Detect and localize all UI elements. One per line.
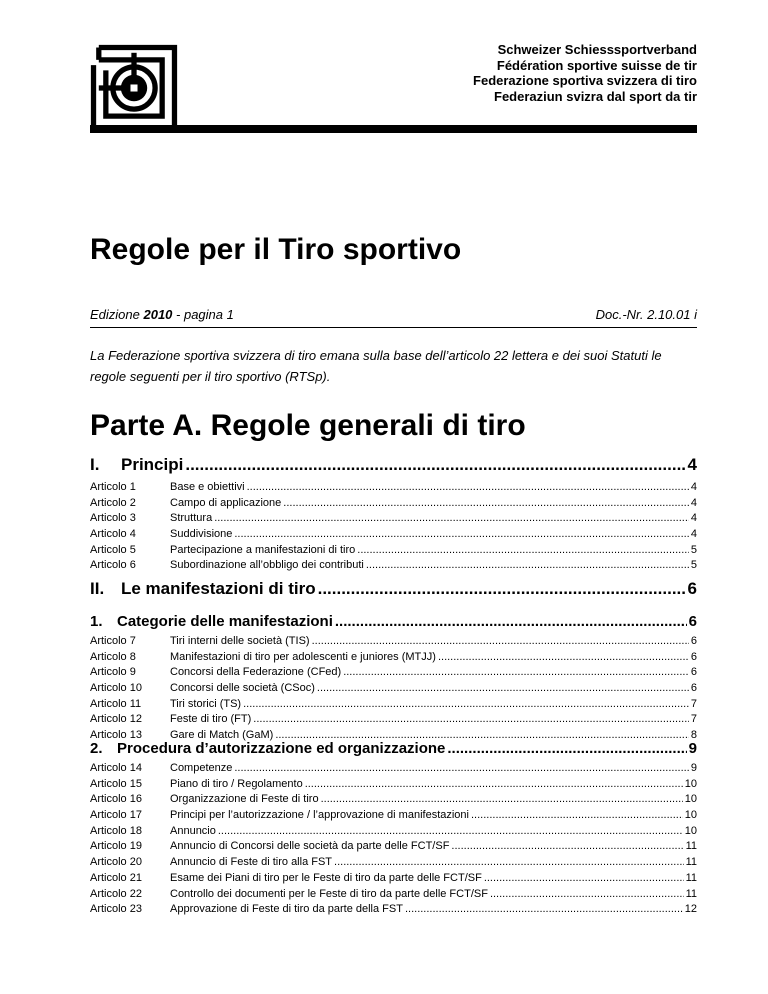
leader-dots bbox=[335, 613, 687, 630]
toc-entry-article: Articolo 14 bbox=[90, 762, 142, 774]
org-name-rm: Federaziun svizra dal sport da tir bbox=[494, 88, 697, 104]
toc-entry[interactable] bbox=[90, 902, 697, 918]
toc-heading-1[interactable] bbox=[90, 455, 697, 475]
toc-entry-page: 4 bbox=[690, 496, 697, 509]
toc-subheading-num: 1. bbox=[90, 613, 103, 630]
toc-subheading-page: 6 bbox=[688, 613, 697, 630]
toc-entry-article: Articolo 11 bbox=[90, 697, 142, 710]
leader-dots bbox=[438, 650, 689, 666]
header-rule bbox=[90, 125, 697, 133]
toc-entry-article: Articolo 6 bbox=[90, 559, 136, 572]
org-name-de: Schweizer Schiesssportverband bbox=[497, 42, 697, 57]
toc-entry-title: Tiri interni delle società (TIS) bbox=[170, 635, 310, 647]
toc-subheading-title: Categorie delle manifestazioni bbox=[117, 613, 333, 630]
toc-entry-page: 9 bbox=[690, 762, 697, 774]
toc-entry-article: Articolo 19 bbox=[90, 840, 142, 853]
toc-entry-article: Articolo 13 bbox=[90, 729, 142, 742]
toc-section-1 bbox=[90, 455, 697, 574]
toc-heading-2[interactable] bbox=[90, 579, 697, 599]
toc-list-1 bbox=[90, 480, 697, 574]
toc-entry-title: Campo di applicazione bbox=[170, 496, 282, 509]
toc-entry-title: Subordinazione all’obbligo dei contributi bbox=[170, 559, 364, 572]
toc-entry-page: 10 bbox=[684, 793, 697, 806]
toc-entry-article: Articolo 2 bbox=[90, 496, 136, 509]
toc-entry-title: Principi per l’autorizzazione / l’approvazione di manifestazioni bbox=[170, 809, 469, 822]
toc-entry-page: 10 bbox=[684, 777, 697, 790]
toc-entry[interactable] bbox=[90, 712, 697, 728]
toc-entry-article: Articolo 18 bbox=[90, 824, 142, 837]
leader-dots bbox=[185, 455, 685, 475]
toc-entry[interactable] bbox=[90, 634, 697, 650]
toc-subheading-page: 9 bbox=[688, 740, 697, 757]
toc-entry[interactable] bbox=[90, 527, 697, 543]
toc-entry-title: Controllo dei documenti per le Feste di tiro da parte delle FCT/SF bbox=[170, 887, 488, 900]
toc-entry-page: 7 bbox=[690, 713, 697, 726]
leader-dots bbox=[253, 712, 689, 728]
toc-entry[interactable] bbox=[90, 839, 697, 855]
toc-entry-article: Articolo 23 bbox=[90, 903, 142, 916]
toc-heading-title: Le manifestazioni di tiro bbox=[121, 579, 316, 598]
leader-dots bbox=[334, 855, 684, 871]
toc-entry[interactable] bbox=[90, 665, 697, 681]
toc-subheading-num: 2. bbox=[90, 740, 103, 757]
toc-entry-page: 4 bbox=[690, 512, 697, 525]
leader-dots bbox=[318, 579, 686, 599]
leader-dots bbox=[447, 740, 686, 757]
toc-entry[interactable] bbox=[90, 496, 697, 512]
toc-entry-title: Suddivisione bbox=[170, 528, 233, 541]
toc-entry-article: Articolo 16 bbox=[90, 793, 142, 806]
toc-list-sub1 bbox=[90, 634, 697, 744]
toc-subsection-2 bbox=[90, 740, 697, 918]
leader-dots bbox=[343, 665, 689, 681]
leader-dots bbox=[471, 808, 683, 824]
toc-entry-article: Articolo 12 bbox=[90, 713, 142, 726]
toc-entry[interactable] bbox=[90, 761, 697, 777]
toc-entry-title: Concorsi della Federazione (CFed) bbox=[170, 666, 342, 679]
toc-entry-page: 4 bbox=[690, 481, 697, 493]
toc-subsection-1 bbox=[90, 613, 697, 744]
toc-entry-title: Annuncio bbox=[170, 824, 216, 837]
federation-logo bbox=[90, 44, 178, 132]
toc-entry[interactable] bbox=[90, 558, 697, 574]
toc-entry-page: 11 bbox=[685, 871, 697, 884]
toc-entry-page: 4 bbox=[690, 528, 697, 541]
toc-entry[interactable] bbox=[90, 792, 697, 808]
toc-entry-page: 10 bbox=[684, 824, 697, 837]
toc-entry-title: Base e obiettivi bbox=[170, 481, 245, 493]
toc-entry-page: 11 bbox=[685, 856, 697, 869]
leader-dots bbox=[243, 697, 689, 713]
toc-entry[interactable] bbox=[90, 650, 697, 666]
edition-rule bbox=[90, 327, 697, 328]
org-name-fr: Fédération sportive suisse de tir bbox=[496, 57, 697, 73]
edition-suffix: - pagina 1 bbox=[172, 307, 234, 322]
toc-entry-title: Annuncio di Feste di tiro alla FST bbox=[170, 856, 333, 869]
org-name-it: Federazione sportiva svizzera di tiro bbox=[473, 73, 697, 88]
leader-dots bbox=[357, 543, 689, 559]
toc-entry-article: Articolo 8 bbox=[90, 650, 136, 663]
organization-names bbox=[473, 42, 697, 104]
toc-entry-page: 11 bbox=[685, 887, 697, 900]
leader-dots bbox=[214, 511, 689, 527]
toc-entry-article: Articolo 1 bbox=[90, 481, 136, 493]
toc-heading-title: Principi bbox=[121, 455, 184, 474]
toc-entry[interactable] bbox=[90, 777, 697, 793]
toc-entry-title: Struttura bbox=[170, 512, 213, 525]
leader-dots bbox=[312, 634, 689, 650]
toc-entry-page: 7 bbox=[690, 697, 697, 710]
document-title: Regole per il Tiro sportivo bbox=[90, 233, 462, 266]
toc-section-2 bbox=[90, 579, 697, 599]
leader-dots bbox=[451, 839, 683, 855]
toc-heading-num: I. bbox=[90, 455, 100, 474]
leader-dots bbox=[321, 792, 683, 808]
toc-entry-title: Approvazione di Feste di tiro da parte della FST bbox=[170, 903, 403, 916]
toc-entry-article: Articolo 15 bbox=[90, 777, 142, 790]
toc-entry-title: Competenze bbox=[170, 762, 233, 774]
toc-entry-article: Articolo 10 bbox=[90, 682, 142, 695]
toc-entry-page: 10 bbox=[684, 809, 697, 822]
toc-entry[interactable] bbox=[90, 697, 697, 713]
leader-dots bbox=[317, 681, 689, 697]
leader-dots bbox=[283, 496, 689, 512]
toc-entry-title: Feste di tiro (FT) bbox=[170, 713, 252, 726]
toc-entry-page: 6 bbox=[690, 650, 697, 663]
toc-entry-page: 5 bbox=[690, 559, 697, 572]
toc-entry[interactable] bbox=[90, 543, 697, 559]
toc-entry[interactable] bbox=[90, 871, 697, 887]
toc-heading-page: 4 bbox=[687, 455, 697, 474]
toc-subheading-1[interactable] bbox=[90, 613, 697, 630]
toc-subheading-2[interactable] bbox=[90, 740, 697, 757]
toc-entry[interactable] bbox=[90, 855, 697, 871]
toc-entry-page: 6 bbox=[690, 682, 697, 695]
toc-entry-title: Organizzazione di Feste di tiro bbox=[170, 793, 319, 806]
toc-heading-num: II. bbox=[90, 579, 105, 598]
edition-info bbox=[90, 307, 234, 322]
toc-entry-title: Annuncio di Concorsi delle società da parte delle FCT/SF bbox=[170, 840, 450, 853]
toc-entry-page: 6 bbox=[690, 666, 697, 679]
toc-entry-article: Articolo 4 bbox=[90, 528, 136, 541]
toc-entry-article: Articolo 5 bbox=[90, 543, 136, 556]
toc-entry-page: 12 bbox=[684, 903, 697, 916]
toc-entry-article: Articolo 9 bbox=[90, 666, 136, 679]
toc-entry-article: Articolo 21 bbox=[90, 871, 142, 884]
toc-entry[interactable] bbox=[90, 808, 697, 824]
toc-entry-page: 5 bbox=[690, 543, 697, 556]
toc-entry-article: Articolo 7 bbox=[90, 635, 136, 647]
leader-dots bbox=[366, 558, 689, 574]
edition-year: 2010 bbox=[143, 307, 173, 322]
leader-dots bbox=[490, 887, 684, 903]
toc-entry[interactable] bbox=[90, 511, 697, 527]
leader-dots bbox=[247, 480, 689, 496]
toc-entry-title: Tiri storici (TS) bbox=[170, 697, 242, 710]
intro-paragraph: La Federazione sportiva svizzera di tiro emana sulla base dell’articolo 22 lettera e dei suoi Statuti le regole seguenti per il tiro sportivo (RTSp). bbox=[90, 348, 662, 384]
toc-list-sub2 bbox=[90, 761, 697, 918]
toc-entry[interactable] bbox=[90, 480, 697, 496]
toc-entry-title: Gare di Match (GaM) bbox=[170, 729, 274, 742]
toc-entry-page: 6 bbox=[690, 635, 697, 647]
toc-entry-title: Manifestazioni di tiro per adolescenti e juniores (MTJJ) bbox=[170, 650, 436, 663]
toc-entry-title: Piano di tiro / Regolamento bbox=[170, 777, 303, 790]
toc-entry-article: Articolo 17 bbox=[90, 809, 142, 822]
toc-entry[interactable] bbox=[90, 887, 697, 903]
toc-entry-title: Partecipazione a manifestazioni di tiro bbox=[170, 543, 356, 556]
leader-dots bbox=[484, 871, 684, 887]
toc-subheading-title: Procedura d’autorizzazione ed organizzazione bbox=[117, 740, 446, 757]
edition-prefix: Edizione bbox=[90, 307, 144, 322]
toc-entry-page: 11 bbox=[685, 840, 697, 853]
toc-entry[interactable] bbox=[90, 681, 697, 697]
leader-dots bbox=[234, 527, 689, 543]
document-number: Doc.-Nr. 2.10.01 i bbox=[595, 307, 697, 322]
leader-dots bbox=[305, 777, 683, 793]
toc-heading-page: 6 bbox=[687, 579, 697, 598]
toc-entry-title: Esame dei Piani di tiro per le Feste di tiro da parte delle FCT/SF bbox=[170, 871, 482, 884]
leader-dots bbox=[234, 761, 689, 777]
leader-dots bbox=[405, 902, 683, 918]
toc-entry-article: Articolo 3 bbox=[90, 512, 136, 525]
toc-entry-title: Concorsi delle società (CSoc) bbox=[170, 682, 315, 695]
toc-entry[interactable] bbox=[90, 824, 697, 840]
toc-entry-article: Articolo 22 bbox=[90, 887, 142, 900]
leader-dots bbox=[218, 824, 683, 840]
toc-entry-article: Articolo 20 bbox=[90, 856, 142, 869]
toc-entry-page: 8 bbox=[690, 729, 697, 742]
part-title: Parte A. Regole generali di tiro bbox=[90, 409, 526, 442]
